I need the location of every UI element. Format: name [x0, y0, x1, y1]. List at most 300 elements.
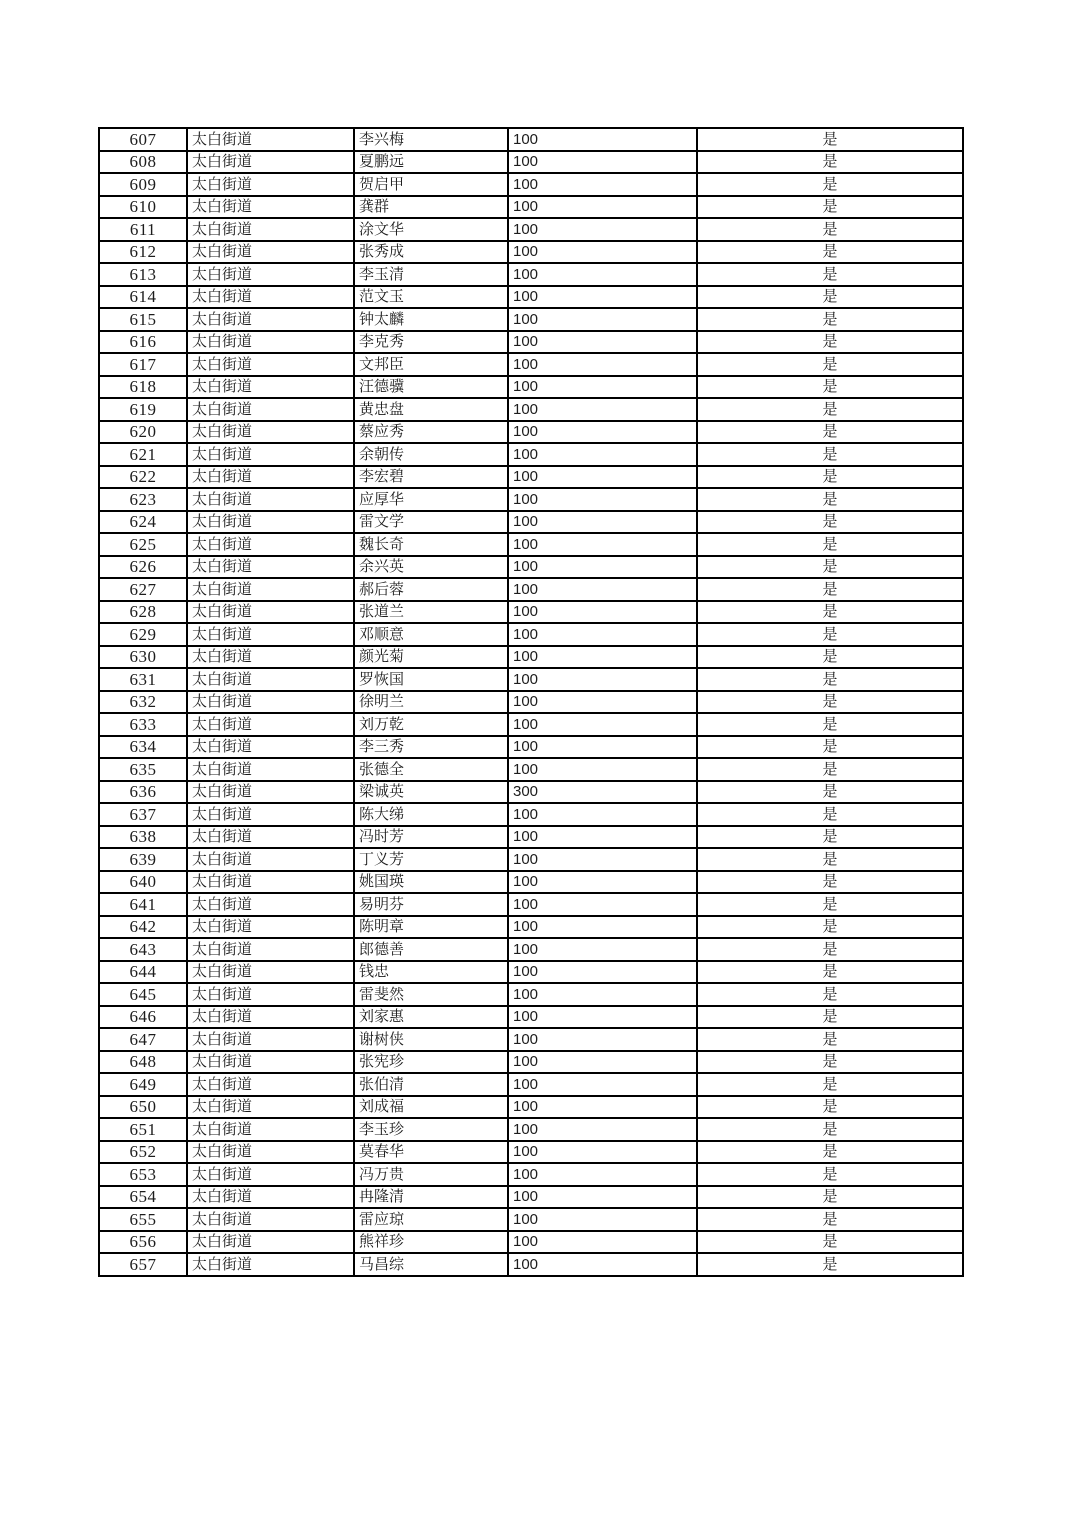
cell-index: 628	[99, 601, 187, 624]
cell-amount: 100	[508, 443, 697, 466]
cell-street: 太白街道	[187, 871, 354, 894]
cell-amount: 100	[508, 488, 697, 511]
table-row	[99, 421, 963, 444]
cell-flag: 是	[697, 353, 963, 376]
cell-street: 太白街道	[187, 646, 354, 669]
cell-amount: 100	[508, 1163, 697, 1186]
cell-street: 太白街道	[187, 713, 354, 736]
table-row	[99, 961, 963, 984]
cell-flag: 是	[697, 916, 963, 939]
cell-flag: 是	[697, 331, 963, 354]
cell-street: 太白街道	[187, 376, 354, 399]
cell-index: 648	[99, 1051, 187, 1074]
cell-flag: 是	[697, 871, 963, 894]
cell-amount: 100	[508, 916, 697, 939]
cell-amount: 100	[508, 848, 697, 871]
cell-flag: 是	[697, 736, 963, 759]
cell-street: 太白街道	[187, 1118, 354, 1141]
cell-amount: 100	[508, 241, 697, 264]
table-row	[99, 713, 963, 736]
cell-street: 太白街道	[187, 173, 354, 196]
cell-name: 张秀成	[354, 241, 508, 264]
table-row	[99, 938, 963, 961]
cell-amount: 100	[508, 556, 697, 579]
table-row	[99, 533, 963, 556]
cell-street: 太白街道	[187, 826, 354, 849]
cell-street: 太白街道	[187, 556, 354, 579]
cell-amount: 100	[508, 376, 697, 399]
cell-flag: 是	[697, 556, 963, 579]
cell-street: 太白街道	[187, 1073, 354, 1096]
table-row	[99, 848, 963, 871]
cell-index: 616	[99, 331, 187, 354]
table-row	[99, 1231, 963, 1254]
cell-street: 太白街道	[187, 1141, 354, 1164]
cell-index: 638	[99, 826, 187, 849]
table-row	[99, 353, 963, 376]
cell-name: 李三秀	[354, 736, 508, 759]
table-row	[99, 1253, 963, 1276]
table-row	[99, 1006, 963, 1029]
cell-name: 雷应琼	[354, 1208, 508, 1231]
cell-amount: 100	[508, 871, 697, 894]
cell-name: 郝后蓉	[354, 578, 508, 601]
cell-flag: 是	[697, 1208, 963, 1231]
cell-name: 雷文学	[354, 511, 508, 534]
cell-name: 邓顺意	[354, 623, 508, 646]
cell-index: 627	[99, 578, 187, 601]
cell-flag: 是	[697, 533, 963, 556]
cell-index: 624	[99, 511, 187, 534]
cell-amount: 100	[508, 218, 697, 241]
cell-amount: 100	[508, 668, 697, 691]
cell-amount: 100	[508, 1231, 697, 1254]
table-row	[99, 668, 963, 691]
table-row	[99, 826, 963, 849]
cell-street: 太白街道	[187, 1186, 354, 1209]
cell-amount: 100	[508, 983, 697, 1006]
cell-flag: 是	[697, 668, 963, 691]
cell-name: 姚国瑛	[354, 871, 508, 894]
cell-name: 李兴梅	[354, 128, 508, 151]
cell-name: 钱忠	[354, 961, 508, 984]
cell-name: 文邦臣	[354, 353, 508, 376]
cell-amount: 100	[508, 938, 697, 961]
cell-flag: 是	[697, 286, 963, 309]
cell-name: 刘万乾	[354, 713, 508, 736]
cell-amount: 100	[508, 1051, 697, 1074]
table-row	[99, 691, 963, 714]
cell-flag: 是	[697, 1006, 963, 1029]
cell-index: 651	[99, 1118, 187, 1141]
table-row	[99, 1163, 963, 1186]
cell-name: 丁义芳	[354, 848, 508, 871]
cell-flag: 是	[697, 893, 963, 916]
cell-name: 陈明章	[354, 916, 508, 939]
cell-flag: 是	[697, 938, 963, 961]
cell-flag: 是	[697, 961, 963, 984]
cell-street: 太白街道	[187, 983, 354, 1006]
cell-name: 莫春华	[354, 1141, 508, 1164]
cell-amount: 100	[508, 196, 697, 219]
cell-flag: 是	[697, 1073, 963, 1096]
cell-flag: 是	[697, 1141, 963, 1164]
records-table	[98, 127, 964, 1277]
cell-index: 614	[99, 286, 187, 309]
cell-street: 太白街道	[187, 533, 354, 556]
cell-amount: 100	[508, 736, 697, 759]
cell-amount: 100	[508, 1186, 697, 1209]
cell-street: 太白街道	[187, 421, 354, 444]
cell-amount: 100	[508, 308, 697, 331]
cell-name: 龚群	[354, 196, 508, 219]
cell-street: 太白街道	[187, 578, 354, 601]
cell-flag: 是	[697, 151, 963, 174]
cell-name: 贺启甲	[354, 173, 508, 196]
cell-index: 630	[99, 646, 187, 669]
cell-name: 陈大绨	[354, 803, 508, 826]
cell-street: 太白街道	[187, 961, 354, 984]
cell-index: 632	[99, 691, 187, 714]
cell-amount: 100	[508, 1253, 697, 1276]
cell-amount: 100	[508, 331, 697, 354]
cell-flag: 是	[697, 511, 963, 534]
cell-street: 太白街道	[187, 511, 354, 534]
cell-street: 太白街道	[187, 1253, 354, 1276]
table-row	[99, 578, 963, 601]
cell-index: 633	[99, 713, 187, 736]
cell-flag: 是	[697, 1028, 963, 1051]
cell-flag: 是	[697, 646, 963, 669]
cell-name: 梁诚英	[354, 781, 508, 804]
cell-amount: 100	[508, 398, 697, 421]
cell-index: 635	[99, 758, 187, 781]
cell-amount: 100	[508, 128, 697, 151]
cell-amount: 100	[508, 1006, 697, 1029]
table-row	[99, 443, 963, 466]
cell-index: 657	[99, 1253, 187, 1276]
cell-name: 张德全	[354, 758, 508, 781]
cell-index: 611	[99, 218, 187, 241]
cell-amount: 100	[508, 1073, 697, 1096]
cell-street: 太白街道	[187, 691, 354, 714]
table-row	[99, 218, 963, 241]
cell-index: 647	[99, 1028, 187, 1051]
cell-flag: 是	[697, 983, 963, 1006]
cell-street: 太白街道	[187, 623, 354, 646]
cell-street: 太白街道	[187, 781, 354, 804]
cell-amount: 100	[508, 151, 697, 174]
cell-index: 637	[99, 803, 187, 826]
cell-amount: 100	[508, 578, 697, 601]
cell-amount: 100	[508, 961, 697, 984]
cell-street: 太白街道	[187, 803, 354, 826]
cell-index: 655	[99, 1208, 187, 1231]
cell-name: 张宪珍	[354, 1051, 508, 1074]
cell-name: 应厚华	[354, 488, 508, 511]
cell-flag: 是	[697, 128, 963, 151]
cell-flag: 是	[697, 263, 963, 286]
cell-street: 太白街道	[187, 488, 354, 511]
cell-flag: 是	[697, 443, 963, 466]
cell-flag: 是	[697, 691, 963, 714]
cell-flag: 是	[697, 1051, 963, 1074]
cell-street: 太白街道	[187, 1231, 354, 1254]
cell-index: 640	[99, 871, 187, 894]
cell-amount: 100	[508, 173, 697, 196]
table-row	[99, 196, 963, 219]
cell-street: 太白街道	[187, 151, 354, 174]
cell-flag: 是	[697, 578, 963, 601]
cell-name: 余兴英	[354, 556, 508, 579]
cell-amount: 100	[508, 263, 697, 286]
cell-name: 蔡应秀	[354, 421, 508, 444]
cell-index: 622	[99, 466, 187, 489]
cell-index: 644	[99, 961, 187, 984]
cell-flag: 是	[697, 623, 963, 646]
cell-name: 李玉珍	[354, 1118, 508, 1141]
cell-index: 642	[99, 916, 187, 939]
table-row	[99, 1051, 963, 1074]
cell-index: 623	[99, 488, 187, 511]
cell-name: 范文玉	[354, 286, 508, 309]
cell-name: 冉隆清	[354, 1186, 508, 1209]
cell-index: 617	[99, 353, 187, 376]
table-row	[99, 466, 963, 489]
cell-flag: 是	[697, 601, 963, 624]
cell-street: 太白街道	[187, 893, 354, 916]
cell-street: 太白街道	[187, 263, 354, 286]
cell-amount: 100	[508, 758, 697, 781]
cell-street: 太白街道	[187, 241, 354, 264]
table-row	[99, 871, 963, 894]
cell-name: 李宏碧	[354, 466, 508, 489]
cell-index: 639	[99, 848, 187, 871]
cell-index: 650	[99, 1096, 187, 1119]
table-row	[99, 331, 963, 354]
cell-index: 610	[99, 196, 187, 219]
cell-street: 太白街道	[187, 1163, 354, 1186]
cell-index: 620	[99, 421, 187, 444]
cell-street: 太白街道	[187, 443, 354, 466]
cell-street: 太白街道	[187, 308, 354, 331]
cell-flag: 是	[697, 1253, 963, 1276]
cell-index: 608	[99, 151, 187, 174]
cell-name: 李克秀	[354, 331, 508, 354]
table-row	[99, 803, 963, 826]
cell-amount: 100	[508, 1028, 697, 1051]
cell-amount: 100	[508, 646, 697, 669]
cell-street: 太白街道	[187, 196, 354, 219]
cell-street: 太白街道	[187, 848, 354, 871]
table-row	[99, 781, 963, 804]
cell-name: 张伯清	[354, 1073, 508, 1096]
cell-name: 雷斐然	[354, 983, 508, 1006]
cell-flag: 是	[697, 826, 963, 849]
cell-name: 李玉清	[354, 263, 508, 286]
cell-index: 641	[99, 893, 187, 916]
table-row	[99, 241, 963, 264]
cell-street: 太白街道	[187, 736, 354, 759]
cell-flag: 是	[697, 218, 963, 241]
cell-index: 619	[99, 398, 187, 421]
cell-flag: 是	[697, 1096, 963, 1119]
cell-flag: 是	[697, 781, 963, 804]
cell-amount: 100	[508, 623, 697, 646]
table-row	[99, 511, 963, 534]
cell-flag: 是	[697, 1163, 963, 1186]
cell-name: 黄忠盘	[354, 398, 508, 421]
cell-street: 太白街道	[187, 466, 354, 489]
table-row	[99, 1208, 963, 1231]
cell-amount: 100	[508, 713, 697, 736]
cell-index: 653	[99, 1163, 187, 1186]
cell-street: 太白街道	[187, 286, 354, 309]
table-row	[99, 1028, 963, 1051]
cell-amount: 100	[508, 466, 697, 489]
table-row	[99, 983, 963, 1006]
cell-street: 太白街道	[187, 758, 354, 781]
cell-flag: 是	[697, 713, 963, 736]
cell-flag: 是	[697, 421, 963, 444]
cell-street: 太白街道	[187, 398, 354, 421]
table-row	[99, 398, 963, 421]
table-row	[99, 893, 963, 916]
table-row	[99, 623, 963, 646]
table-row	[99, 308, 963, 331]
cell-name: 徐明兰	[354, 691, 508, 714]
cell-name: 刘家惠	[354, 1006, 508, 1029]
table-row	[99, 263, 963, 286]
cell-flag: 是	[697, 466, 963, 489]
cell-index: 625	[99, 533, 187, 556]
cell-amount: 100	[508, 601, 697, 624]
table-row	[99, 646, 963, 669]
cell-index: 652	[99, 1141, 187, 1164]
cell-amount: 100	[508, 691, 697, 714]
cell-flag: 是	[697, 196, 963, 219]
table-sheet	[98, 127, 964, 1277]
cell-flag: 是	[697, 1118, 963, 1141]
table-row	[99, 286, 963, 309]
cell-name: 郎德善	[354, 938, 508, 961]
table-row	[99, 173, 963, 196]
table-row	[99, 1096, 963, 1119]
cell-name: 夏鹏远	[354, 151, 508, 174]
cell-index: 621	[99, 443, 187, 466]
cell-index: 634	[99, 736, 187, 759]
cell-index: 643	[99, 938, 187, 961]
cell-name: 罗恢国	[354, 668, 508, 691]
table-row	[99, 1073, 963, 1096]
cell-flag: 是	[697, 1186, 963, 1209]
cell-index: 656	[99, 1231, 187, 1254]
cell-amount: 100	[508, 1208, 697, 1231]
cell-flag: 是	[697, 241, 963, 264]
cell-name: 冯万贵	[354, 1163, 508, 1186]
cell-name: 余朝传	[354, 443, 508, 466]
cell-street: 太白街道	[187, 128, 354, 151]
table-row	[99, 601, 963, 624]
cell-street: 太白街道	[187, 938, 354, 961]
table-row	[99, 758, 963, 781]
cell-index: 618	[99, 376, 187, 399]
cell-amount: 100	[508, 826, 697, 849]
cell-name: 魏长奇	[354, 533, 508, 556]
table-row	[99, 916, 963, 939]
cell-amount: 100	[508, 286, 697, 309]
table-row	[99, 376, 963, 399]
cell-index: 607	[99, 128, 187, 151]
cell-street: 太白街道	[187, 1006, 354, 1029]
cell-index: 649	[99, 1073, 187, 1096]
cell-index: 609	[99, 173, 187, 196]
cell-street: 太白街道	[187, 916, 354, 939]
cell-name: 马昌综	[354, 1253, 508, 1276]
cell-amount: 100	[508, 1096, 697, 1119]
cell-index: 631	[99, 668, 187, 691]
table-row	[99, 1118, 963, 1141]
table-row	[99, 151, 963, 174]
cell-flag: 是	[697, 1231, 963, 1254]
cell-street: 太白街道	[187, 353, 354, 376]
cell-flag: 是	[697, 376, 963, 399]
cell-name: 涂文华	[354, 218, 508, 241]
cell-flag: 是	[697, 308, 963, 331]
cell-flag: 是	[697, 173, 963, 196]
cell-amount: 100	[508, 533, 697, 556]
table-row	[99, 1141, 963, 1164]
cell-amount: 100	[508, 893, 697, 916]
cell-amount: 100	[508, 1118, 697, 1141]
cell-street: 太白街道	[187, 1028, 354, 1051]
cell-amount: 100	[508, 421, 697, 444]
cell-street: 太白街道	[187, 331, 354, 354]
cell-index: 615	[99, 308, 187, 331]
cell-name: 张道兰	[354, 601, 508, 624]
cell-index: 645	[99, 983, 187, 1006]
table-row	[99, 128, 963, 151]
cell-name: 谢树侠	[354, 1028, 508, 1051]
cell-flag: 是	[697, 398, 963, 421]
cell-amount: 300	[508, 781, 697, 804]
cell-amount: 100	[508, 1141, 697, 1164]
cell-flag: 是	[697, 758, 963, 781]
cell-index: 636	[99, 781, 187, 804]
cell-flag: 是	[697, 803, 963, 826]
cell-amount: 100	[508, 353, 697, 376]
cell-name: 易明芬	[354, 893, 508, 916]
cell-name: 熊祥珍	[354, 1231, 508, 1254]
table-row	[99, 556, 963, 579]
cell-name: 汪德骥	[354, 376, 508, 399]
cell-name: 颜光菊	[354, 646, 508, 669]
cell-index: 654	[99, 1186, 187, 1209]
cell-index: 612	[99, 241, 187, 264]
cell-name: 钟太麟	[354, 308, 508, 331]
table-row	[99, 488, 963, 511]
cell-amount: 100	[508, 511, 697, 534]
cell-index: 629	[99, 623, 187, 646]
table-row	[99, 1186, 963, 1209]
cell-flag: 是	[697, 488, 963, 511]
cell-street: 太白街道	[187, 218, 354, 241]
cell-index: 613	[99, 263, 187, 286]
cell-street: 太白街道	[187, 1208, 354, 1231]
cell-street: 太白街道	[187, 668, 354, 691]
cell-index: 626	[99, 556, 187, 579]
cell-street: 太白街道	[187, 1051, 354, 1074]
